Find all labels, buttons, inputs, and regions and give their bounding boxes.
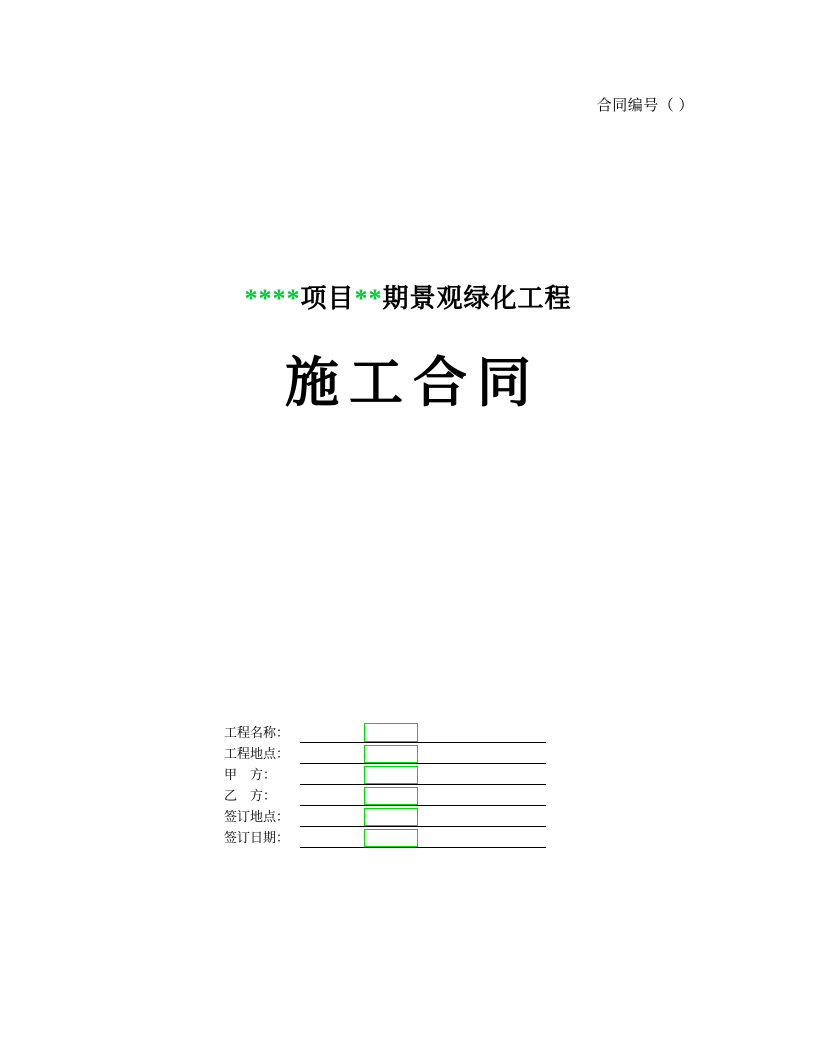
- label-sign-date: 签订日期：: [224, 830, 290, 845]
- label-project-location: 工程地点：: [224, 746, 290, 761]
- field-row-party-a: [224, 764, 546, 785]
- line-party-b: [300, 787, 546, 806]
- project-title-part2: 期景观绿化工程: [382, 284, 572, 313]
- label-party-a: 甲 方：: [224, 767, 277, 782]
- contract-number: 合同编号（ ）: [596, 98, 694, 114]
- line-project-name: [300, 724, 546, 743]
- label-project-name: 工程名称：: [224, 725, 290, 740]
- label-sign-location: 签订地点：: [224, 809, 290, 824]
- page-title: 施工合同: [285, 353, 541, 413]
- field-row-project-name: [224, 722, 546, 743]
- field-row-project-location: [224, 743, 546, 764]
- label-party-b: 乙 方：: [224, 788, 277, 803]
- project-title: [0, 278, 816, 315]
- input-project-name[interactable]: [364, 723, 418, 742]
- project-title-stars-mid: **: [354, 284, 383, 313]
- line-sign-date: [300, 829, 546, 848]
- input-party-a[interactable]: [364, 766, 418, 784]
- field-row-sign-date: [224, 827, 546, 848]
- line-project-location: [300, 745, 546, 764]
- line-sign-location: [300, 808, 546, 827]
- project-title-stars-prefix: ****: [244, 284, 301, 313]
- input-party-b[interactable]: [364, 787, 418, 805]
- project-title-part1: 项目: [300, 284, 355, 313]
- input-sign-location[interactable]: [364, 808, 418, 826]
- line-party-a: [300, 766, 546, 785]
- contract-fields: [224, 722, 546, 848]
- field-row-party-b: [224, 785, 546, 806]
- input-project-location[interactable]: [364, 745, 418, 763]
- input-sign-date[interactable]: [364, 829, 418, 847]
- field-row-sign-location: [224, 806, 546, 827]
